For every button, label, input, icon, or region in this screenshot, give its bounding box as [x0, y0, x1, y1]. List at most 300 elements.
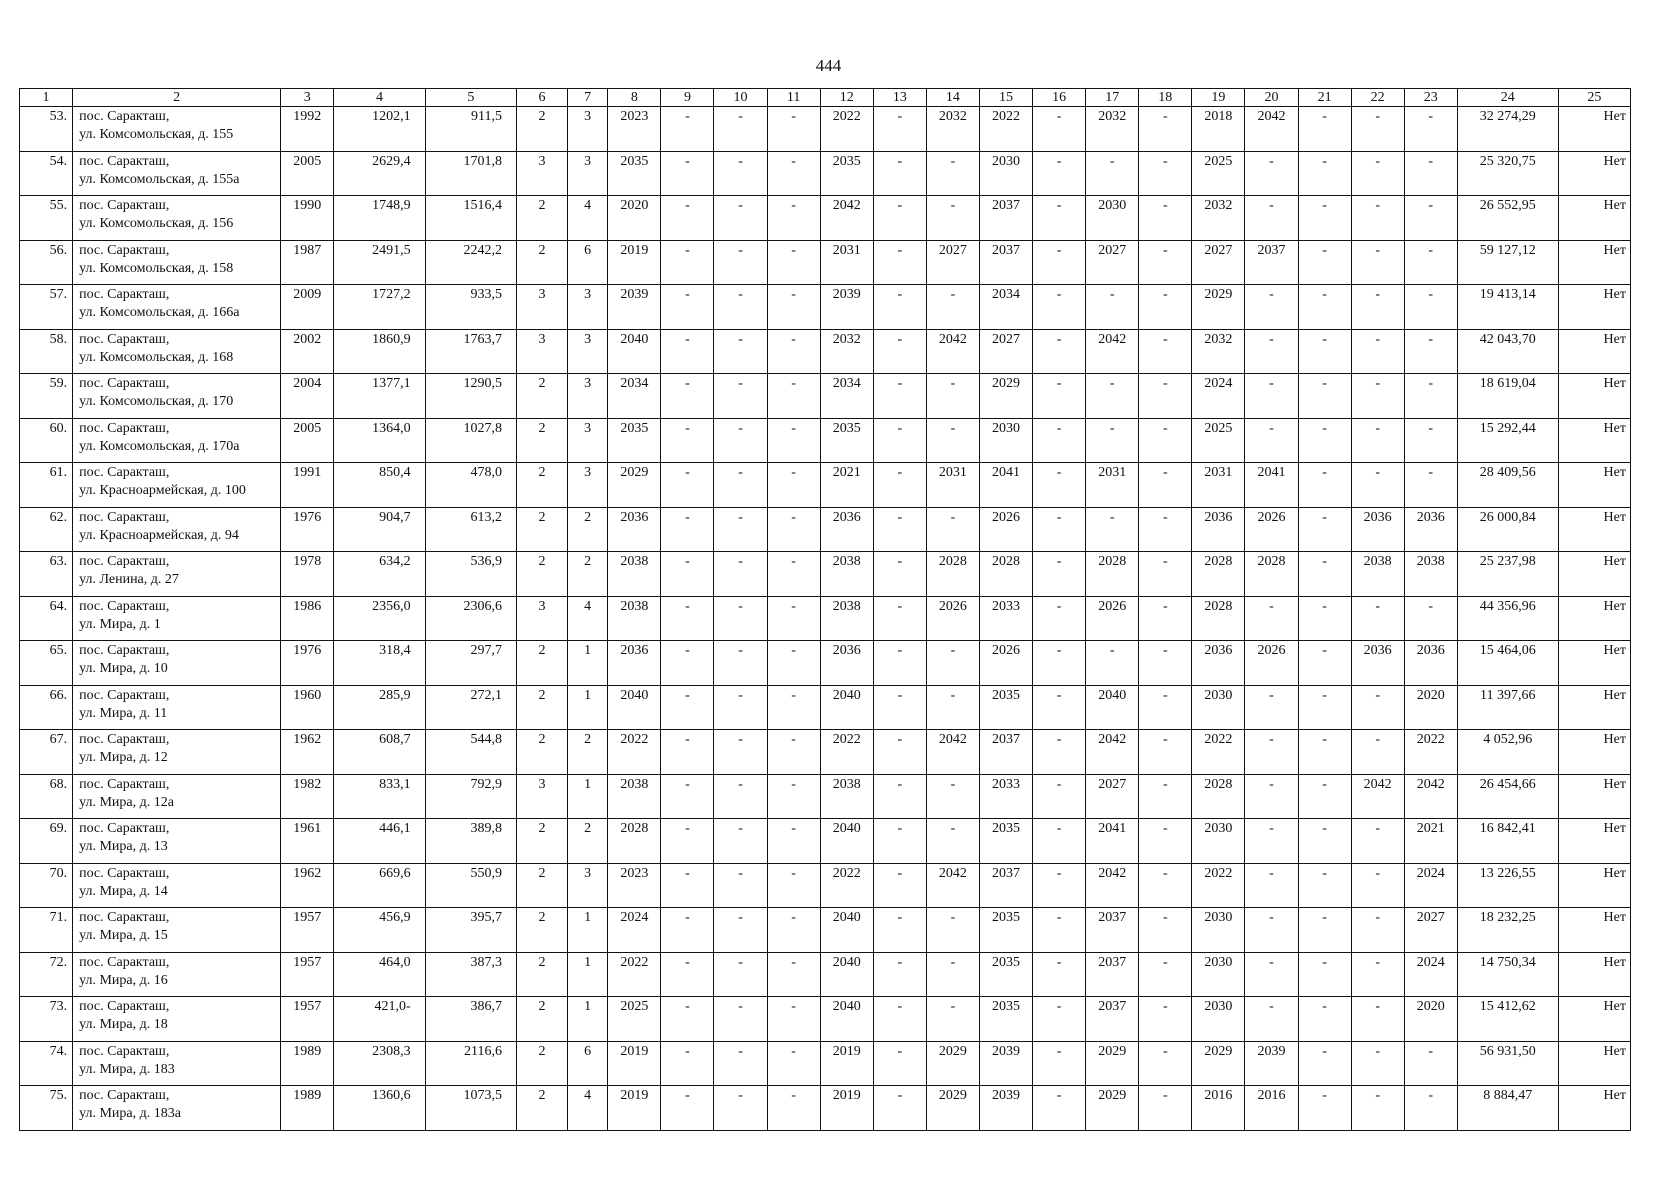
cell-col-7: 2 — [567, 730, 607, 775]
address-settlement: пос. Саракташ, — [79, 821, 170, 836]
cell-col-15: 2027 — [979, 329, 1032, 374]
cell-col-7: 3 — [567, 418, 607, 463]
cell-col-5: 1516,4 — [425, 196, 516, 241]
table-row — [20, 552, 1631, 597]
cell-col-17: 2042 — [1086, 329, 1139, 374]
row-number: 60. — [20, 418, 73, 463]
cell-col-10: - — [714, 685, 767, 730]
address-street: ул. Красноармейская, д. 94 — [79, 527, 239, 543]
cell-col-3: 1986 — [281, 596, 334, 641]
cell-col-7: 2 — [567, 507, 607, 552]
cell-col-7: 3 — [567, 463, 607, 508]
cell-col-22: - — [1351, 1041, 1404, 1086]
cell-col-9: - — [661, 641, 714, 686]
address-settlement: пос. Саракташ, — [79, 865, 170, 881]
cell-col-6: 2 — [516, 863, 567, 908]
cell-col-20: - — [1245, 774, 1298, 819]
address-cell — [73, 1086, 281, 1131]
address-street: ул. Мира, д. 183 — [79, 1061, 175, 1077]
cell-col-18: - — [1139, 863, 1192, 908]
cell-col-18: - — [1139, 641, 1192, 686]
row-number: 59. — [20, 374, 73, 419]
address-cell — [73, 863, 281, 908]
cell-col-5: 933,5 — [425, 285, 516, 330]
cell-col-11: - — [767, 552, 820, 597]
cell-col-14: - — [926, 997, 979, 1042]
cell-col-6: 2 — [516, 730, 567, 775]
cell-col-16: - — [1033, 952, 1086, 997]
cell-col-21: - — [1298, 1086, 1351, 1131]
cell-col-3: 1962 — [281, 730, 334, 775]
cell-col-14: - — [926, 774, 979, 819]
cell-col-10: - — [714, 596, 767, 641]
cell-col-17: 2030 — [1086, 196, 1139, 241]
cell-col-17: 2037 — [1086, 952, 1139, 997]
cell-col-7: 1 — [567, 774, 607, 819]
cell-col-21: - — [1298, 863, 1351, 908]
cell-col-6: 2 — [516, 997, 567, 1042]
cell-col-23: - — [1404, 329, 1457, 374]
cell-col-13: - — [873, 240, 926, 285]
cell-col-20: - — [1245, 418, 1298, 463]
cell-col-7: 3 — [567, 285, 607, 330]
cell-col-13: - — [873, 685, 926, 730]
cell-col-19: 2027 — [1192, 240, 1245, 285]
cell-col-7: 4 — [567, 596, 607, 641]
cell-col-4: 456,9 — [334, 908, 425, 953]
cell-col-4: 318,4 — [334, 641, 425, 686]
cell-col-14: - — [926, 952, 979, 997]
cell-col-22: - — [1351, 596, 1404, 641]
cell-col-10: - — [714, 774, 767, 819]
cell-col-23: - — [1404, 1041, 1457, 1086]
cell-col-14: 2029 — [926, 1086, 979, 1131]
cell-col-22: - — [1351, 374, 1404, 419]
cell-col-15: 2030 — [979, 151, 1032, 196]
cell-col-15: 2037 — [979, 863, 1032, 908]
cell-col-21: - — [1298, 107, 1351, 152]
cell-col-19: 2022 — [1192, 730, 1245, 775]
cell-col-10: - — [714, 863, 767, 908]
cell-col-19: 2036 — [1192, 507, 1245, 552]
row-number: 62. — [20, 507, 73, 552]
cell-col-23: - — [1404, 418, 1457, 463]
address-street: ул. Комсомольская, д. 156 — [79, 216, 234, 231]
cell-col-3: 2009 — [281, 285, 334, 330]
cell-col-5: 1027,8 — [425, 418, 516, 463]
cell-col-6: 2 — [516, 552, 567, 597]
address-settlement: пос. Саракташ, — [79, 999, 170, 1014]
cell-col-21: - — [1298, 463, 1351, 508]
cell-col-7: 4 — [567, 196, 607, 241]
cell-col-18: - — [1139, 329, 1192, 374]
cell-col-9: - — [661, 1041, 714, 1086]
table-row — [20, 730, 1631, 775]
cell-col-21: - — [1298, 151, 1351, 196]
address-settlement: пос. Саракташ, — [79, 420, 170, 436]
cell-col-5: 478,0 — [425, 463, 516, 508]
cell-col-11: - — [767, 863, 820, 908]
cell-col-8: 2019 — [608, 1041, 661, 1086]
cell-col-12: 2031 — [820, 240, 873, 285]
row-number: 72. — [20, 952, 73, 997]
address-cell — [73, 374, 281, 419]
cell-col-6: 2 — [516, 1086, 567, 1131]
cell-col-21: - — [1298, 774, 1351, 819]
cell-col-22: - — [1351, 819, 1404, 864]
cell-col-14: - — [926, 418, 979, 463]
cell-col-7: 1 — [567, 997, 607, 1042]
cell-col-10: - — [714, 151, 767, 196]
cell-col-17: 2037 — [1086, 908, 1139, 953]
cell-col-24: 15 292,44 — [1457, 418, 1558, 463]
row-number: 53. — [20, 107, 73, 152]
row-number: 70. — [20, 863, 73, 908]
cell-col-4: 2629,4 — [334, 151, 425, 196]
cell-col-3: 1957 — [281, 908, 334, 953]
address-street: ул. Мира, д. 11 — [79, 705, 168, 721]
cell-col-18: - — [1139, 596, 1192, 641]
cell-col-22: 2038 — [1351, 552, 1404, 597]
cell-col-3: 1990 — [281, 196, 334, 241]
cell-col-25: Нет — [1558, 952, 1630, 997]
cell-col-13: - — [873, 196, 926, 241]
cell-col-14: 2027 — [926, 240, 979, 285]
address-cell — [73, 641, 281, 686]
cell-col-24: 32 274,29 — [1457, 107, 1558, 152]
cell-col-6: 2 — [516, 952, 567, 997]
table-row — [20, 952, 1631, 997]
cell-col-12: 2022 — [820, 107, 873, 152]
data-table — [19, 88, 1631, 1131]
cell-col-9: - — [661, 819, 714, 864]
column-header-21: 21 — [1298, 89, 1351, 107]
cell-col-6: 3 — [516, 774, 567, 819]
cell-col-9: - — [661, 374, 714, 419]
cell-col-9: - — [661, 329, 714, 374]
cell-col-21: - — [1298, 908, 1351, 953]
column-header-15: 15 — [979, 89, 1032, 107]
cell-col-15: 2028 — [979, 552, 1032, 597]
cell-col-16: - — [1033, 641, 1086, 686]
cell-col-12: 2040 — [820, 952, 873, 997]
column-header-7: 7 — [567, 89, 607, 107]
cell-col-7: 6 — [567, 240, 607, 285]
cell-col-21: - — [1298, 596, 1351, 641]
cell-col-17: 2029 — [1086, 1041, 1139, 1086]
cell-col-6: 3 — [516, 596, 567, 641]
cell-col-5: 1073,5 — [425, 1086, 516, 1131]
cell-col-24: 18 232,25 — [1457, 908, 1558, 953]
cell-col-9: - — [661, 730, 714, 775]
cell-col-4: 446,1 — [334, 819, 425, 864]
column-header-17: 17 — [1086, 89, 1139, 107]
table-row — [20, 463, 1631, 508]
cell-col-7: 1 — [567, 908, 607, 953]
cell-col-15: 2035 — [979, 685, 1032, 730]
cell-col-12: 2040 — [820, 997, 873, 1042]
cell-col-14: - — [926, 196, 979, 241]
cell-col-12: 2022 — [820, 730, 873, 775]
cell-col-24: 11 397,66 — [1457, 685, 1558, 730]
cell-col-23: 2027 — [1404, 908, 1457, 953]
cell-col-7: 3 — [567, 151, 607, 196]
cell-col-14: - — [926, 819, 979, 864]
table-row — [20, 151, 1631, 196]
cell-col-9: - — [661, 240, 714, 285]
address-settlement: пос. Саракташ, — [79, 643, 170, 658]
page-number: 444 — [815, 56, 842, 75]
cell-col-8: 2019 — [608, 240, 661, 285]
cell-col-13: - — [873, 374, 926, 419]
address-street: ул. Мира, д. 1 — [79, 616, 161, 632]
cell-col-5: 550,9 — [425, 863, 516, 908]
cell-col-10: - — [714, 418, 767, 463]
cell-col-3: 1982 — [281, 774, 334, 819]
cell-col-16: - — [1033, 685, 1086, 730]
cell-col-18: - — [1139, 240, 1192, 285]
address-cell — [73, 329, 281, 374]
cell-col-6: 2 — [516, 685, 567, 730]
address-settlement: пос. Саракташ, — [79, 153, 170, 169]
cell-col-17: 2028 — [1086, 552, 1139, 597]
cell-col-5: 2116,6 — [425, 1041, 516, 1086]
cell-col-16: - — [1033, 507, 1086, 552]
table-row — [20, 641, 1631, 686]
cell-col-12: 2034 — [820, 374, 873, 419]
table-row — [20, 1041, 1631, 1086]
cell-col-7: 6 — [567, 1041, 607, 1086]
cell-col-16: - — [1033, 196, 1086, 241]
cell-col-23: 2022 — [1404, 730, 1457, 775]
cell-col-4: 669,6 — [334, 863, 425, 908]
cell-col-3: 1960 — [281, 685, 334, 730]
cell-col-15: 2022 — [979, 107, 1032, 152]
address-cell — [73, 730, 281, 775]
cell-col-20: - — [1245, 596, 1298, 641]
cell-col-14: 2042 — [926, 329, 979, 374]
cell-col-23: - — [1404, 151, 1457, 196]
cell-col-4: 1360,6 — [334, 1086, 425, 1131]
cell-col-19: 2022 — [1192, 863, 1245, 908]
cell-col-4: 850,4 — [334, 463, 425, 508]
cell-col-10: - — [714, 507, 767, 552]
cell-col-11: - — [767, 1086, 820, 1131]
cell-col-15: 2033 — [979, 596, 1032, 641]
cell-col-10: - — [714, 107, 767, 152]
table-row — [20, 908, 1631, 953]
table-row — [20, 374, 1631, 419]
row-number: 64. — [20, 596, 73, 641]
cell-col-12: 2019 — [820, 1041, 873, 1086]
table-row — [20, 196, 1631, 241]
cell-col-13: - — [873, 151, 926, 196]
cell-col-13: - — [873, 285, 926, 330]
cell-col-10: - — [714, 952, 767, 997]
cell-col-6: 2 — [516, 240, 567, 285]
cell-col-24: 19 413,14 — [1457, 285, 1558, 330]
cell-col-15: 2035 — [979, 952, 1032, 997]
table-row — [20, 774, 1631, 819]
cell-col-18: - — [1139, 952, 1192, 997]
cell-col-3: 1962 — [281, 863, 334, 908]
cell-col-7: 1 — [567, 641, 607, 686]
cell-col-5: 536,9 — [425, 552, 516, 597]
cell-col-4: 2491,5 — [334, 240, 425, 285]
cell-col-18: - — [1139, 463, 1192, 508]
cell-col-13: - — [873, 463, 926, 508]
cell-col-12: 2038 — [820, 596, 873, 641]
cell-col-17: 2032 — [1086, 107, 1139, 152]
cell-col-11: - — [767, 418, 820, 463]
column-header-18: 18 — [1139, 89, 1192, 107]
row-number: 55. — [20, 196, 73, 241]
cell-col-17: - — [1086, 507, 1139, 552]
cell-col-17: 2042 — [1086, 730, 1139, 775]
address-cell — [73, 552, 281, 597]
cell-col-8: 2029 — [608, 463, 661, 508]
cell-col-5: 792,9 — [425, 774, 516, 819]
cell-col-23: - — [1404, 240, 1457, 285]
cell-col-10: - — [714, 997, 767, 1042]
cell-col-6: 3 — [516, 151, 567, 196]
cell-col-14: - — [926, 908, 979, 953]
cell-col-11: - — [767, 507, 820, 552]
address-street: ул. Мира, д. 13 — [79, 839, 168, 854]
cell-col-13: - — [873, 863, 926, 908]
cell-col-25: Нет — [1558, 329, 1630, 374]
cell-col-15: 2035 — [979, 908, 1032, 953]
address-settlement: пос. Саракташ, — [79, 109, 170, 124]
address-settlement: пос. Саракташ, — [79, 732, 170, 747]
cell-col-14: 2042 — [926, 730, 979, 775]
cell-col-3: 2005 — [281, 418, 334, 463]
cell-col-18: - — [1139, 196, 1192, 241]
row-number: 74. — [20, 1041, 73, 1086]
cell-col-16: - — [1033, 240, 1086, 285]
address-settlement: пос. Саракташ, — [79, 287, 170, 302]
cell-col-5: 395,7 — [425, 908, 516, 953]
column-header-22: 22 — [1351, 89, 1404, 107]
cell-col-23: 2024 — [1404, 863, 1457, 908]
cell-col-20: 2041 — [1245, 463, 1298, 508]
cell-col-14: 2026 — [926, 596, 979, 641]
cell-col-21: - — [1298, 685, 1351, 730]
cell-col-10: - — [714, 240, 767, 285]
cell-col-10: - — [714, 196, 767, 241]
cell-col-20: - — [1245, 863, 1298, 908]
cell-col-13: - — [873, 1086, 926, 1131]
table-row — [20, 329, 1631, 374]
cell-col-23: 2021 — [1404, 819, 1457, 864]
cell-col-20: 2042 — [1245, 107, 1298, 152]
cell-col-15: 2029 — [979, 374, 1032, 419]
cell-col-20: 2016 — [1245, 1086, 1298, 1131]
address-settlement: пос. Саракташ, — [79, 198, 170, 213]
cell-col-21: - — [1298, 418, 1351, 463]
cell-col-18: - — [1139, 685, 1192, 730]
cell-col-19: 2028 — [1192, 774, 1245, 819]
cell-col-3: 1991 — [281, 463, 334, 508]
address-street: ул. Комсомольская, д. 155а — [79, 171, 240, 187]
table-row — [20, 1086, 1631, 1131]
cell-col-19: 2029 — [1192, 1041, 1245, 1086]
cell-col-14: - — [926, 685, 979, 730]
address-cell — [73, 463, 281, 508]
cell-col-12: 2040 — [820, 685, 873, 730]
cell-col-17: 2027 — [1086, 774, 1139, 819]
cell-col-23: 2020 — [1404, 685, 1457, 730]
cell-col-14: - — [926, 374, 979, 419]
cell-col-24: 25 320,75 — [1457, 151, 1558, 196]
cell-col-25: Нет — [1558, 908, 1630, 953]
cell-col-18: - — [1139, 819, 1192, 864]
cell-col-15: 2037 — [979, 196, 1032, 241]
cell-col-15: 2041 — [979, 463, 1032, 508]
cell-col-15: 2026 — [979, 641, 1032, 686]
cell-col-25: Нет — [1558, 685, 1630, 730]
cell-col-24: 13 226,55 — [1457, 863, 1558, 908]
address-street: ул. Красноармейская, д. 100 — [79, 483, 246, 498]
cell-col-3: 1987 — [281, 240, 334, 285]
cell-col-20: 2037 — [1245, 240, 1298, 285]
column-header-3: 3 — [281, 89, 334, 107]
cell-col-11: - — [767, 463, 820, 508]
cell-col-21: - — [1298, 240, 1351, 285]
table-row — [20, 285, 1631, 330]
cell-col-20: 2026 — [1245, 507, 1298, 552]
cell-col-25: Нет — [1558, 1086, 1630, 1131]
address-cell — [73, 240, 281, 285]
cell-col-21: - — [1298, 552, 1351, 597]
cell-col-13: - — [873, 107, 926, 152]
cell-col-20: - — [1245, 685, 1298, 730]
cell-col-12: 2040 — [820, 819, 873, 864]
cell-col-23: 2020 — [1404, 997, 1457, 1042]
cell-col-8: 2038 — [608, 774, 661, 819]
address-cell — [73, 774, 281, 819]
cell-col-11: - — [767, 908, 820, 953]
cell-col-19: 2016 — [1192, 1086, 1245, 1131]
cell-col-8: 2035 — [608, 418, 661, 463]
cell-col-10: - — [714, 819, 767, 864]
cell-col-25: Нет — [1558, 730, 1630, 775]
cell-col-22: - — [1351, 997, 1404, 1042]
cell-col-3: 1976 — [281, 641, 334, 686]
cell-col-24: 56 931,50 — [1457, 1041, 1558, 1086]
cell-col-7: 3 — [567, 329, 607, 374]
table-row — [20, 507, 1631, 552]
cell-col-22: - — [1351, 285, 1404, 330]
cell-col-24: 28 409,56 — [1457, 463, 1558, 508]
cell-col-17: 2026 — [1086, 596, 1139, 641]
cell-col-17: - — [1086, 374, 1139, 419]
cell-col-9: - — [661, 196, 714, 241]
address-cell — [73, 507, 281, 552]
cell-col-9: - — [661, 774, 714, 819]
address-settlement: пос. Саракташ, — [79, 376, 170, 391]
cell-col-11: - — [767, 730, 820, 775]
cell-col-12: 2042 — [820, 196, 873, 241]
address-street: ул. Мира, д. 18 — [79, 1017, 168, 1032]
cell-col-19: 2025 — [1192, 418, 1245, 463]
row-number: 54. — [20, 151, 73, 196]
address-cell — [73, 418, 281, 463]
cell-col-8: 2038 — [608, 596, 661, 641]
cell-col-6: 2 — [516, 374, 567, 419]
cell-col-15: 2037 — [979, 240, 1032, 285]
address-settlement: пос. Саракташ, — [79, 687, 170, 703]
